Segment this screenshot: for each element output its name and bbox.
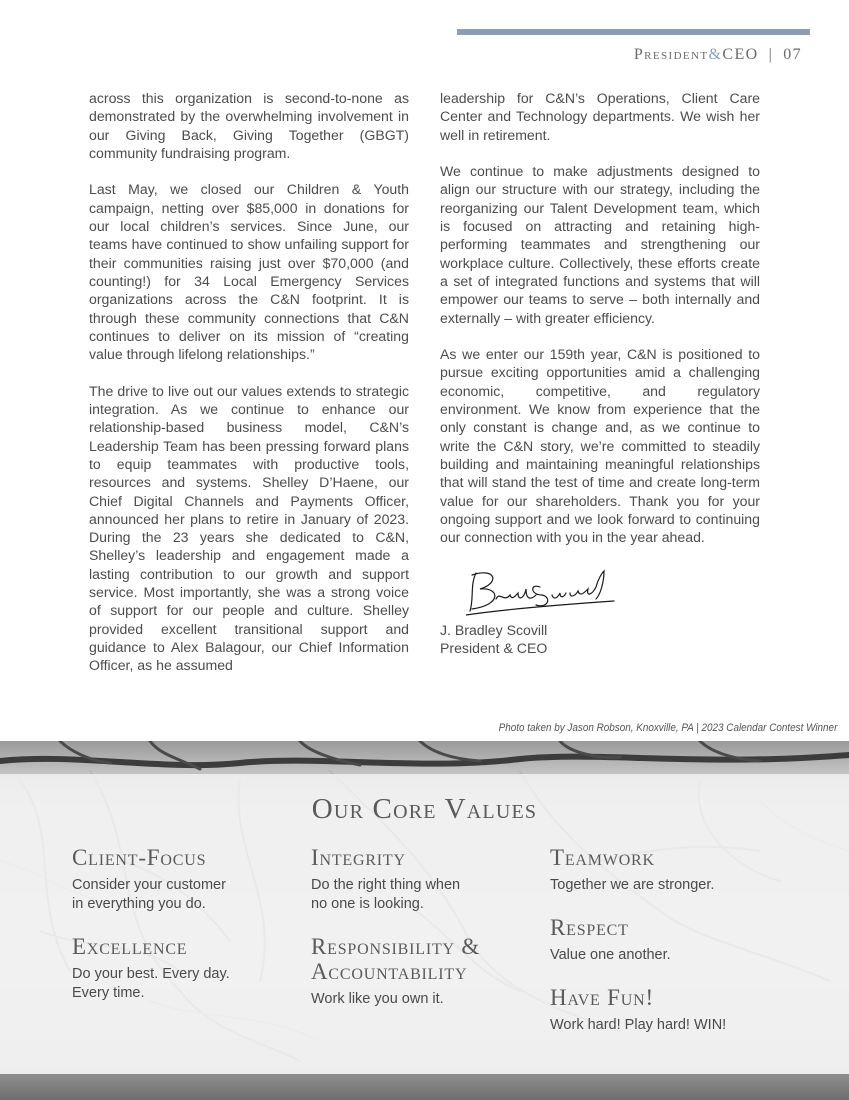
core-value-excellence xyxy=(72,934,302,1002)
signature-block xyxy=(440,621,760,658)
signer-title: President & CEO xyxy=(440,640,548,657)
core-value-responsibility-accountability xyxy=(311,934,541,1009)
section-title-ceo: CEO xyxy=(722,46,759,63)
core-value-description: Do your best. Every day. Every time. xyxy=(72,966,230,1001)
core-value-title: Excellence xyxy=(72,934,188,959)
photo-bottom-strip xyxy=(0,1074,849,1100)
core-values-title: Our Core Values xyxy=(311,793,538,825)
letter-paragraph: leadership for C&N’s Operations, Client Care Center and Technology departments. We wish her well in retirement. xyxy=(440,90,760,143)
core-value-title: Have Fun! xyxy=(550,985,654,1010)
core-value-title: Respect xyxy=(550,915,629,940)
letter-left-column xyxy=(89,89,409,675)
core-value-title: Client-Focus xyxy=(72,845,207,870)
core-value-title: Responsibility & Accountability xyxy=(311,934,481,984)
letter-paragraph: across this organization is second-to-none as demonstrated by the overwhelming involvement in our Giving Back, Giving Together (GBGT) community fundraising program. xyxy=(89,90,409,161)
core-value-title: Teamwork xyxy=(550,845,655,870)
letter-right-column xyxy=(440,89,760,657)
core-value-respect xyxy=(550,915,780,965)
core-value-description: Together we are stronger. xyxy=(550,877,715,893)
header-separator: | xyxy=(768,46,774,63)
header-accent-bar xyxy=(457,29,810,35)
section-title-president: President xyxy=(633,46,709,63)
core-value-description: Do the right thing when no one is looking. xyxy=(311,877,461,912)
letter-paragraph: The drive to live out our values extends to strategic integration. As we continue to enhance our relationship-based business model, C&N’s Leadership Team has been pressing forward plans to equip teammates with productive tools, resources and systems. Shelley D’Haene, our Chief Digital Channels and Payments Officer, announced her plans to retire in January of 2023. During the 23 years she dedicated to C&N, Shelley’s leadership and engagement made a lasting contribution to our growth and support service. Most importantly, she was a strong voice of support for our people and culture. Shelley provided excellent transitional support and guidance to Alex Balagour, our Chief Information Officer, as he assumed xyxy=(89,382,409,674)
running-head xyxy=(634,46,802,64)
letter-paragraph: Last May, we closed our Children & Youth campaign, netting over $85,000 in donations for our local children’s services. Since June, our teams have continued to show unfailing support for their communities raising just over $70,000 (and counting!) for 34 Local Emergency Services organizations across the C&N footprint. It is through these community connections that C&N continues to deliver on its mission of “creating value through lifelong relationships.” xyxy=(89,181,409,363)
core-value-description: Consider your customer in everything you do. xyxy=(72,877,226,912)
photo-credit: Photo taken by Jason Robson, Knoxville, PA | 2023 Calendar Contest Winner xyxy=(498,722,837,734)
section-title-ampersand: & xyxy=(708,46,723,63)
letter-paragraph: As we enter our 159th year, C&N is positioned to pursue exciting opportunities amid a challenging economic, competitive, and regulatory environment. We know from experience that the only constant is change and, as we continue to write the C&N story, we’re committed to steadily building and maintaining meaningful relationships that will stand the test of time and create long-term value for our shareholders. Thank you for your ongoing support and we look forward to continuing our connection with you in the year ahead. xyxy=(440,346,760,546)
page-number: 07 xyxy=(783,46,802,63)
core-value-description: Work like you own it. xyxy=(311,991,444,1007)
core-value-integrity xyxy=(311,845,541,913)
letter-paragraph: We continue to make adjustments designed to align our structure with our strategy, including the reorganizing our Talent Development team, which is focused on attracting and retaining high-performing teammates and strengthening our workplace culture. Collectively, these efforts create a set of integrated functions and systems that will empower our teams to serve – both internally and externally – with greater efficiency. xyxy=(440,163,760,326)
core-value-have-fun xyxy=(550,985,780,1035)
signer-name: J. Bradley Scovill xyxy=(440,621,548,638)
core-value-teamwork xyxy=(550,845,780,895)
core-value-title: Integrity xyxy=(311,845,406,870)
core-value-description: Value one another. xyxy=(550,947,671,963)
core-value-description: Work hard! Play hard! WIN! xyxy=(550,1017,727,1033)
core-value-client-focus xyxy=(72,845,302,913)
handwritten-signature xyxy=(466,565,616,617)
